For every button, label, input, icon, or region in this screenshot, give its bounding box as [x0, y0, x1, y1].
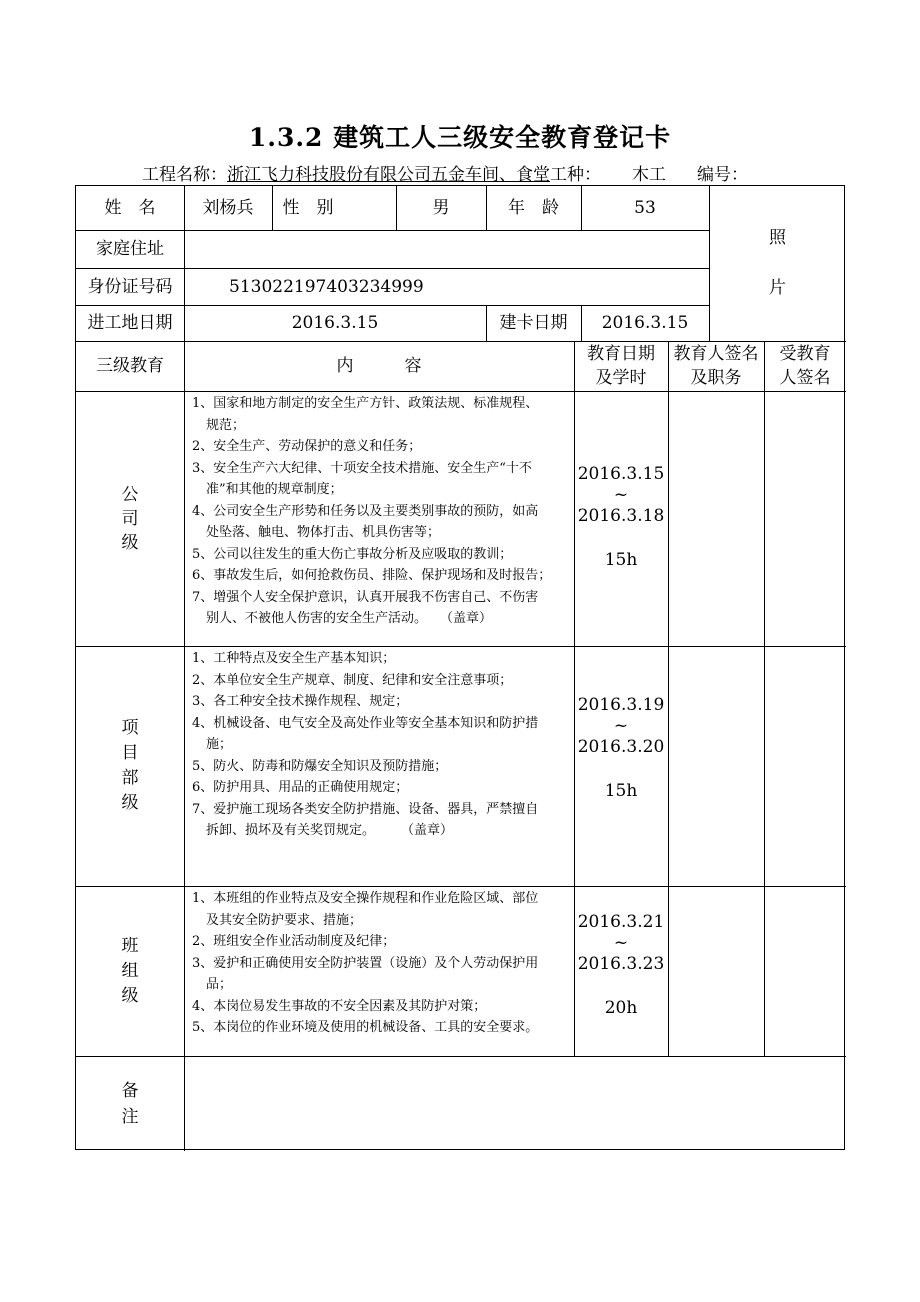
name-value: 刘杨兵: [202, 198, 254, 218]
project-level-label: 项 目 部 级: [121, 718, 139, 813]
entry-date-label: 进工地日期: [87, 313, 173, 333]
team-level-dates: 2016.3.21 ~ 2016.3.23 20h: [577, 912, 665, 1018]
card-date-label: 建卡日期: [499, 313, 568, 333]
gender-value: 男: [432, 198, 450, 218]
registration-card: [75, 185, 845, 1150]
number-label: 编号：: [697, 165, 748, 185]
age-label: 年 龄: [508, 198, 559, 218]
remarks-label: 备 注: [121, 1080, 139, 1127]
team-level-label: 班 组 级: [121, 935, 139, 1006]
id-label: 身份证号码: [87, 276, 173, 297]
name-label: 姓 名: [104, 198, 156, 218]
photo-label-1: 照: [769, 228, 786, 248]
project-name: 浙江飞力科技股份有限公司五金车间、食堂: [227, 165, 550, 185]
project-level-dates: 2016.3.19 ~ 2016.3.20 15h: [577, 695, 665, 801]
date-header: 教育日期 及学时: [587, 344, 655, 388]
trade-value: 木工: [601, 160, 697, 186]
company-level-dates: 2016.3.15 ~ 2016.3.18 15h: [577, 464, 665, 570]
address-label: 家庭住址: [96, 239, 164, 259]
trainee-header: 受教育 人签名: [779, 344, 831, 388]
age-value: 53: [634, 198, 656, 218]
gender-label: 性 别: [282, 198, 334, 218]
company-level-items: 1、国家和地方制定的安全生产方针、政策法规、标准规程、 规范； 2、安全生产、劳动保护的意义和任务； 3、安全生产六大纪律、十项安全技术措施、安全生产“十不 准”和其他的规章制度； 4、公司安全生产形势和任务以及主要类别事故的预防，如高 处坠落、触电、物体打击、机具伤害等； 5、公司以往发生的重大伤亡事故分析及应吸取的教训； 6、事故发生后，如何抢救伤员、排险、保护现场和及时报告； 7、增强个人安全保护意识，认真开展我不伤害自己、不伤害 别人、不被他人伤害的安全生产活动。 （盖章）: [192, 396, 552, 626]
level-header: 三级教育: [96, 356, 164, 376]
trade-label: 工种：: [550, 165, 601, 185]
company-level-label: 公 司 级: [121, 484, 139, 553]
card-date-value: 2016.3.15: [601, 313, 689, 333]
id-value: 513022197403234999: [229, 276, 424, 297]
project-level-items: 1、工种特点及安全生产基本知识； 2、本单位安全生产规章、制度、纪律和安全注意事项； 3、各工种安全技术操作规程、规定； 4、机械设备、电气安全及高处作业等安全基本知识和防护措 施； 5、防火、防毒和防爆安全知识及预防措施； 6、防护用具、用品的正确使用规定； 7、爱护施工现场各类安全防护措施、设备、器具，严禁擅自 拆卸、损坏及有关奖罚规定。 （盖章）: [192, 651, 539, 838]
remarks-value: [184, 1056, 846, 1151]
content-header: 内 容: [336, 356, 422, 376]
page-title: 1.3.2 建筑工人三级安全教育登记卡: [248, 123, 672, 152]
photo-label-2: 片: [769, 278, 786, 298]
project-line: [142, 160, 748, 186]
team-level-items: 1、本班组的作业特点及安全操作规程和作业危险区域、部位 及其安全防护要求、措施； 2、班组安全作业活动制度及纪律； 3、爱护和正确使用安全防护装置（设施）及个人劳动保护用 品； 4、本岗位易发生事故的不安全因素及其防护对策； 5、本岗位的作业环境及使用的机械设备、工具的安全要求。: [192, 891, 539, 1035]
educator-header: 教育人签名 及职务: [673, 344, 759, 388]
project-label: 工程名称：: [142, 165, 227, 185]
address-value: [184, 230, 709, 268]
entry-date-value: 2016.3.15: [291, 313, 379, 333]
